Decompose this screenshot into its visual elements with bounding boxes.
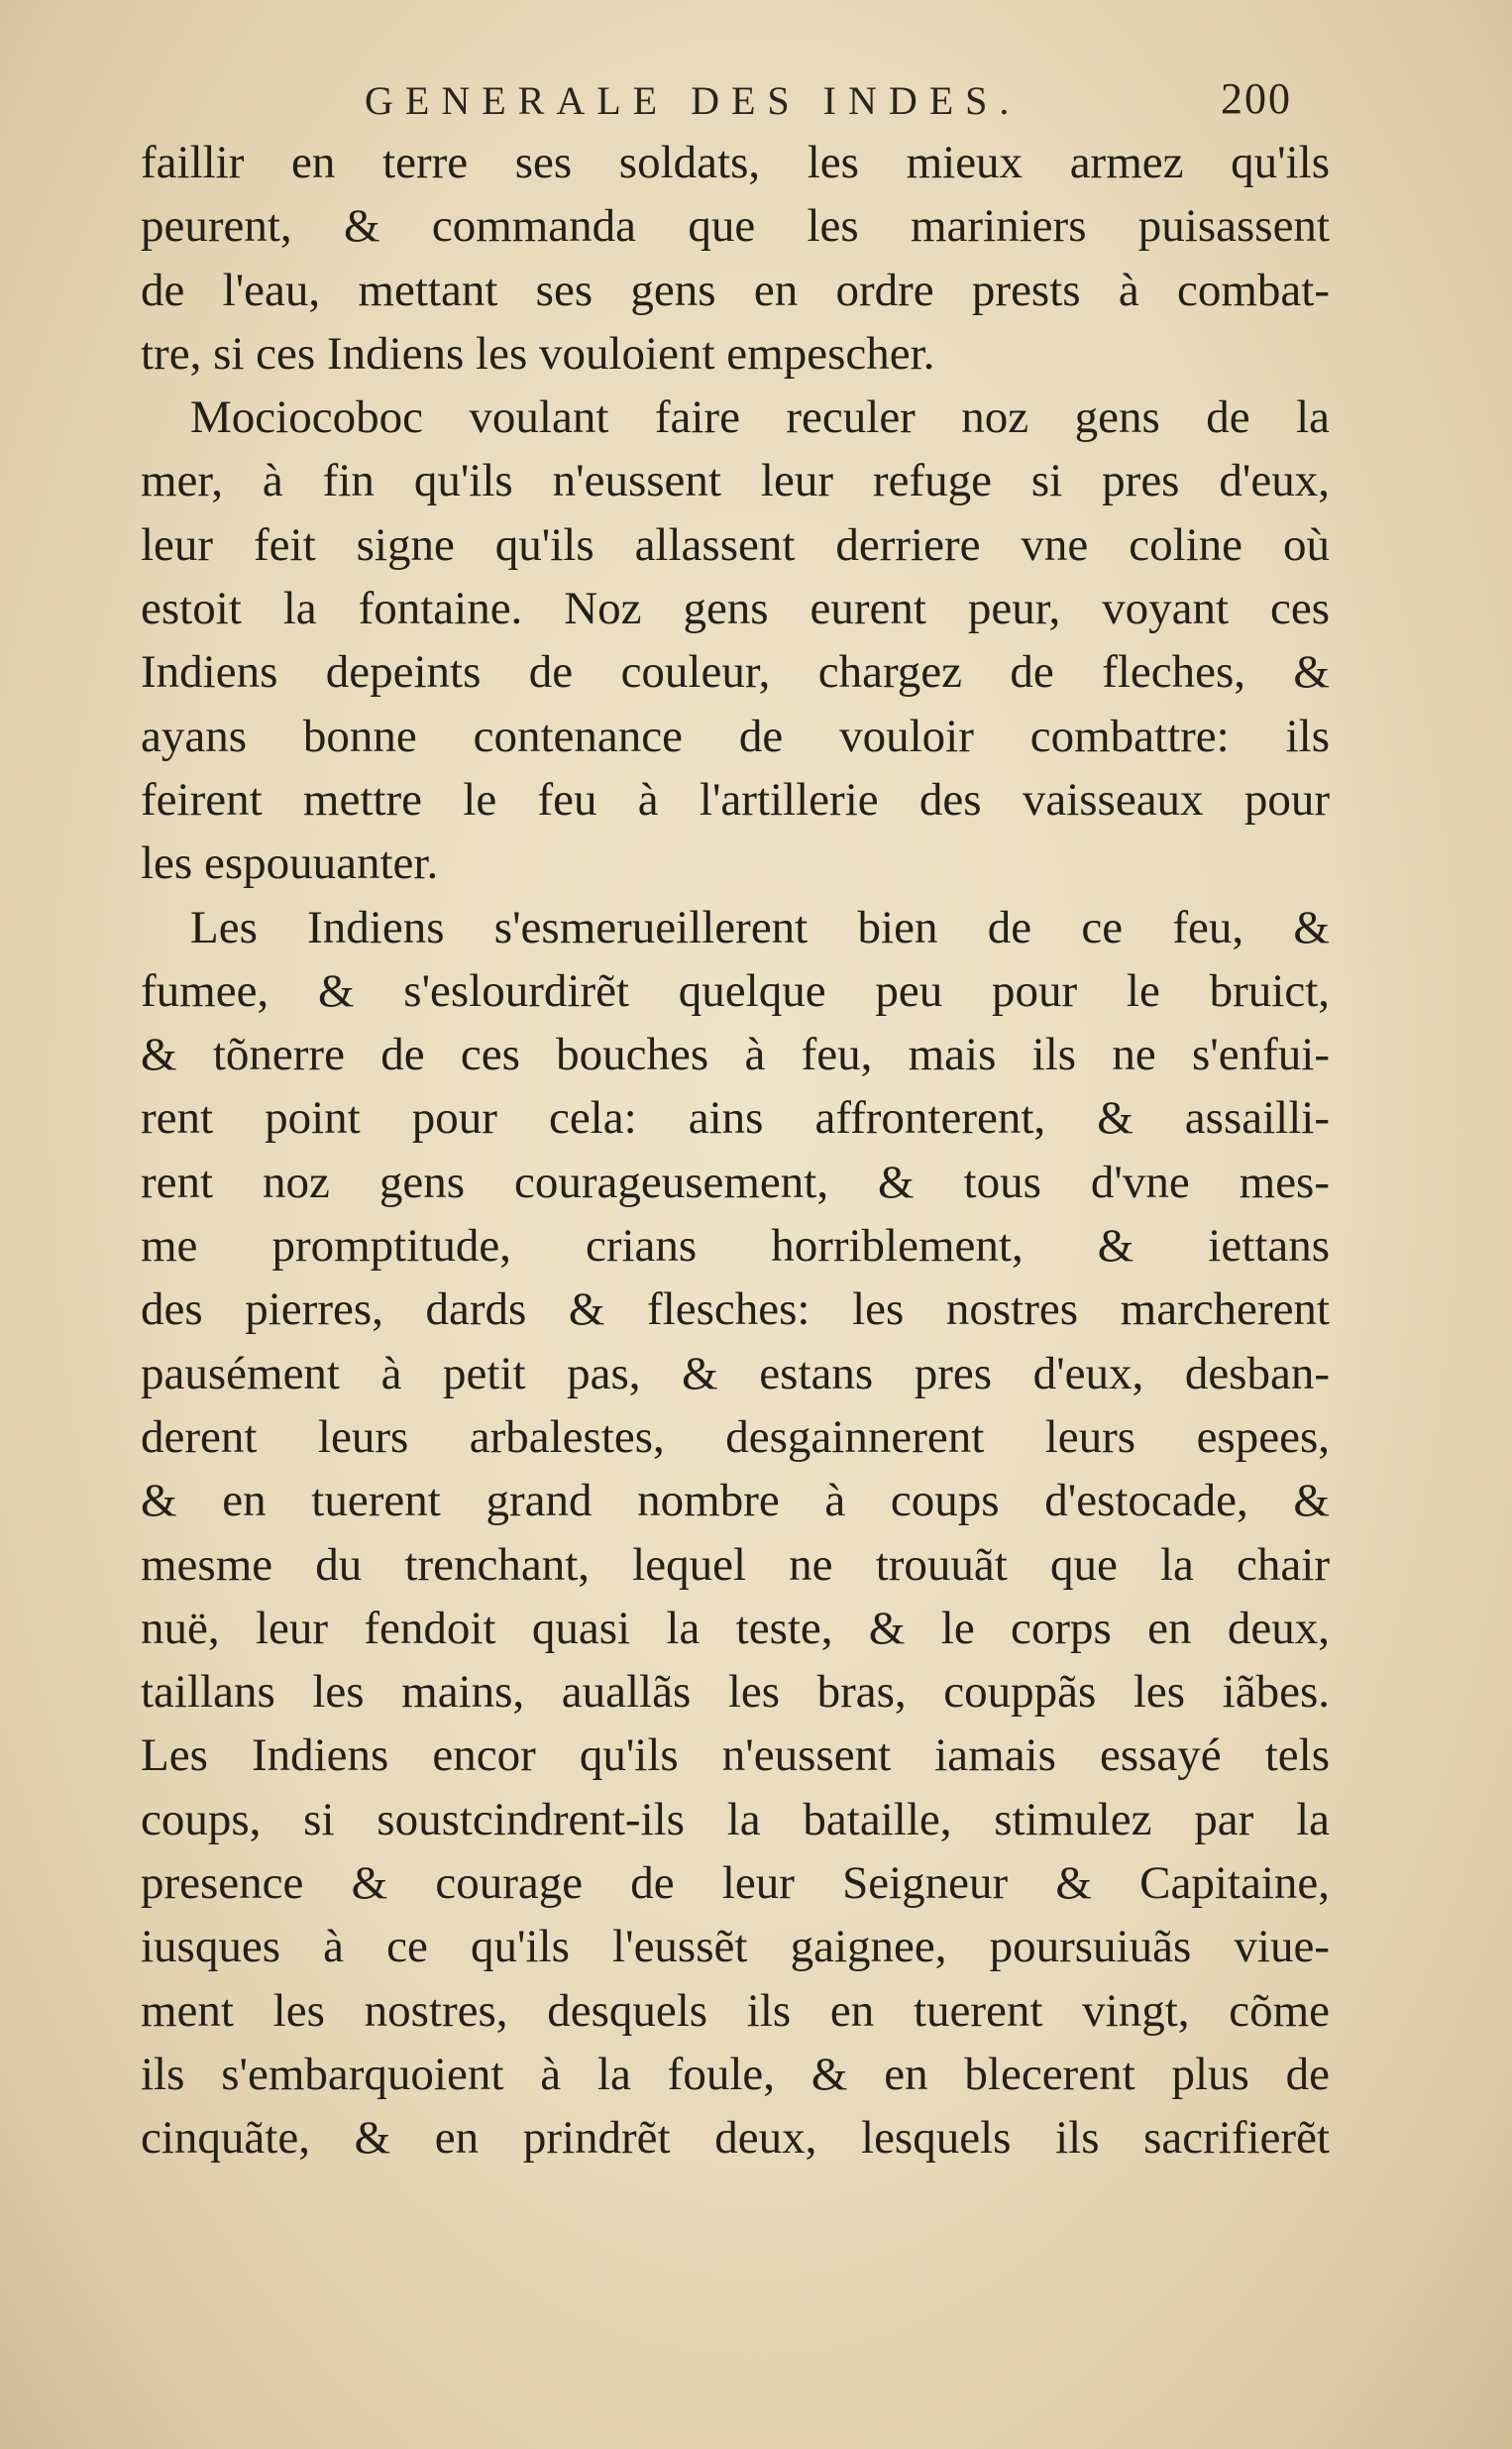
text-line: derent leurs arbalestes, desgainnerent leurs espees, [141, 1410, 1330, 1463]
page-number: 200 [1221, 74, 1292, 123]
text-line: faillir en terre ses soldats, les mieux armez qu'ils [141, 137, 1330, 188]
text-line: des pierres, dards & flesches: les nostres marcherent [141, 1283, 1330, 1336]
text-line: Indiens depeints de couleur, chargez de fleches, & [141, 646, 1330, 699]
text-line: rent noz gens courageusement, & tous d'vne mes- [141, 1156, 1330, 1208]
text-line: Mociocoboc voulant faire reculer noz gens de la [190, 391, 1330, 444]
text-line: cinquãte, & en prindrẽt deux, lesquels ils sacrifierẽt [141, 2112, 1330, 2165]
text-line: estoit la fontaine. Noz gens eurent peur, voyant ces [141, 583, 1330, 635]
text-line: ment les nostres, desquels ils en tuerent vingt, cõme [141, 1984, 1330, 2037]
body-text [141, 131, 1330, 2171]
text-line: leur feit signe qu'ils allassent derriere vne coline où [141, 518, 1330, 571]
text-line: Les Indiens encor qu'ils n'eussent iamais essayé tels [141, 1729, 1330, 1782]
text-line: fumee, & s'eslourdirẽt quelque peu pour le bruict, [141, 964, 1330, 1017]
text-line: tre, si ces Indiens les vouloient empescher. [141, 327, 935, 380]
text-line: ayans bonne contenance de vouloir combattre: ils [141, 710, 1330, 762]
text-line: me promptitude, crians horriblement, & iettans [141, 1220, 1330, 1273]
text-line: feirent mettre le feu à l'artillerie des vaisseaux pour [141, 773, 1330, 826]
text-line: peurent, & commanda que les mariniers puisassent [141, 200, 1330, 253]
running-head [0, 69, 1512, 139]
running-title: GENERALE DES INDES. [365, 78, 1022, 123]
text-line: mer, à fin qu'ils n'eussent leur refuge si pres d'eux, [141, 455, 1330, 507]
text-line: iusques à ce qu'ils l'eussẽt gaignee, poursuiuãs viue- [141, 1921, 1330, 1973]
text-line: rent point pour cela: ains affronterent, & assailli- [141, 1092, 1330, 1145]
text-line: ils s'embarquoient à la foule, & en blecerent plus de [141, 2048, 1330, 2100]
text-line: mesme du trenchant, lequel ne trouuãt que la chair [141, 1538, 1330, 1591]
text-line: les espouuanter. [141, 837, 439, 890]
text-line: taillans les mains, auallãs les bras, couppãs les iãbes. [141, 1666, 1330, 1719]
text-line: de l'eau, mettant ses gens en ordre prests à combat- [141, 264, 1330, 316]
text-line: Les Indiens s'esmerueillerent bien de ce feu, & [190, 901, 1330, 953]
text-line: presence & courage de leur Seigneur & Capitaine, [141, 1857, 1330, 1910]
text-line: nuë, leur fendoit quasi la teste, & le corps en deux, [141, 1602, 1330, 1654]
text-line: pausément à petit pas, & estans pres d'eux, desban- [141, 1347, 1330, 1399]
text-line: & tõnerre de ces bouches à feu, mais ils ne s'enfui- [141, 1029, 1330, 1081]
text-line: coups, si soustcindrent-ils la bataille, stimulez par la [141, 1793, 1330, 1845]
text-line: & en tuerent grand nombre à coups d'estocade, & [141, 1475, 1330, 1527]
